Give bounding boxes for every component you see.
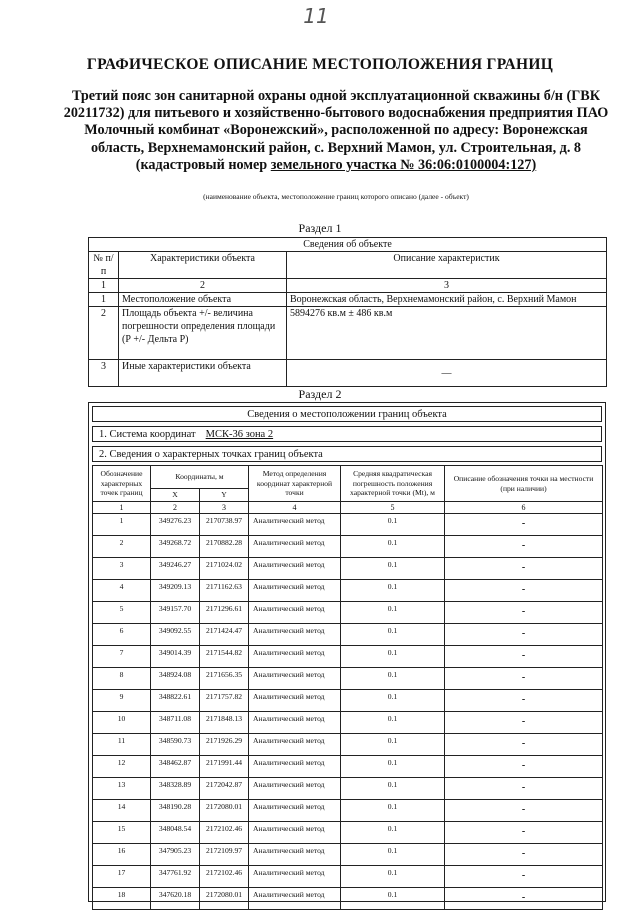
- point-y: 2171757.82: [200, 690, 249, 712]
- col-number: 1: [89, 279, 119, 293]
- point-x: 349014.39: [151, 646, 200, 668]
- point-number: 1: [93, 514, 151, 536]
- point-x: 349276.23: [151, 514, 200, 536]
- point-x: 348190.28: [151, 800, 200, 822]
- point-y: 2172109.97: [200, 844, 249, 866]
- table-row: [93, 514, 603, 536]
- point-description: -: [445, 690, 603, 712]
- row-characteristic: Площадь объекта +/- величина погрешности определения площади (Р +/- Дельта Р): [119, 307, 287, 360]
- point-description: -: [445, 844, 603, 866]
- point-error: 0.1: [341, 668, 445, 690]
- point-x: 348711.08: [151, 712, 200, 734]
- point-method: Аналитический метод: [249, 624, 341, 646]
- point-description: -: [445, 514, 603, 536]
- coord-system-value: МСК-36 зона 2: [205, 429, 274, 440]
- section2-title: Раздел 2: [298, 387, 342, 401]
- object-row-location: [89, 293, 607, 307]
- point-method: Аналитический метод: [249, 580, 341, 602]
- point-number: 2: [93, 536, 151, 558]
- object-row-other: [89, 360, 607, 387]
- point-error: 0.1: [341, 646, 445, 668]
- object-info-table: [88, 237, 607, 387]
- point-method: Аналитический метод: [249, 712, 341, 734]
- col-number: 2: [151, 502, 200, 514]
- col-header-x: X: [151, 489, 200, 502]
- col-header-error: Средняя квадратическая погрешность положения характерной точки (Мt), м: [341, 466, 445, 502]
- point-x: 348590.73: [151, 734, 200, 756]
- point-x: 348048.54: [151, 822, 200, 844]
- point-method: Аналитический метод: [249, 734, 341, 756]
- row-num: 1: [89, 293, 119, 307]
- point-y: 2172102.46: [200, 866, 249, 888]
- point-method: Аналитический метод: [249, 558, 341, 580]
- col-header-method: Метод определения координат характерной точки: [249, 466, 341, 502]
- col-number: 5: [341, 502, 445, 514]
- point-method: Аналитический метод: [249, 602, 341, 624]
- cadastral-number: земельного участка № 36:06:0100004:127): [270, 156, 537, 173]
- point-method: Аналитический метод: [249, 536, 341, 558]
- col-number: 3: [287, 279, 607, 293]
- point-description: -: [445, 734, 603, 756]
- point-y: 2171296.61: [200, 602, 249, 624]
- point-x: 347905.23: [151, 844, 200, 866]
- object-caption: (наименование объекта, местоположение границ которого описано (далее - объект): [203, 192, 469, 201]
- point-x: 349209.13: [151, 580, 200, 602]
- point-error: 0.1: [341, 602, 445, 624]
- col-header-description: Описание характеристик: [287, 252, 607, 279]
- col-number: 4: [249, 502, 341, 514]
- point-number: 10: [93, 712, 151, 734]
- point-method: Аналитический метод: [249, 822, 341, 844]
- point-y: 2170882.28: [200, 536, 249, 558]
- point-description: -: [445, 624, 603, 646]
- table-row: [93, 778, 603, 800]
- points-section-title: 2. Сведения о характерных точках границ объекта: [92, 446, 602, 462]
- table-row: [93, 646, 603, 668]
- table-row: [93, 866, 603, 888]
- point-number: 13: [93, 778, 151, 800]
- point-error: 0.1: [341, 624, 445, 646]
- row-characteristic: Местоположение объекта: [119, 293, 287, 307]
- object-description: [60, 88, 612, 174]
- table-row: [93, 602, 603, 624]
- point-number: 12: [93, 756, 151, 778]
- point-description: -: [445, 778, 603, 800]
- point-error: 0.1: [341, 756, 445, 778]
- point-error: 0.1: [341, 580, 445, 602]
- point-description: -: [445, 888, 603, 910]
- table-row: [93, 580, 603, 602]
- table-row: [93, 624, 603, 646]
- table-row: [93, 558, 603, 580]
- boundary-info-title: Сведения о местоположении границ объекта: [92, 406, 602, 422]
- point-error: 0.1: [341, 558, 445, 580]
- point-method: Аналитический метод: [249, 888, 341, 910]
- point-description: -: [445, 668, 603, 690]
- row-num: 3: [89, 360, 119, 387]
- table-row: [93, 756, 603, 778]
- point-y: 2171926.29: [200, 734, 249, 756]
- point-y: 2171024.02: [200, 558, 249, 580]
- table-row: [93, 822, 603, 844]
- row-description: 5894276 кв.м ± 486 кв.м: [287, 307, 607, 360]
- point-error: 0.1: [341, 690, 445, 712]
- col-header-y: Y: [200, 489, 249, 502]
- point-x: 349092.55: [151, 624, 200, 646]
- point-error: 0.1: [341, 822, 445, 844]
- point-number: 4: [93, 580, 151, 602]
- point-number: 14: [93, 800, 151, 822]
- col-number: 1: [93, 502, 151, 514]
- col-header-coords: Координаты, м: [151, 466, 249, 489]
- col-header-characteristic: Характеристики объекта: [119, 252, 287, 279]
- point-method: Аналитический метод: [249, 646, 341, 668]
- boundary-points-table: [92, 465, 603, 910]
- point-error: 0.1: [341, 866, 445, 888]
- point-method: Аналитический метод: [249, 514, 341, 536]
- point-description: -: [445, 712, 603, 734]
- point-error: 0.1: [341, 800, 445, 822]
- table-row: [93, 800, 603, 822]
- point-number: 3: [93, 558, 151, 580]
- point-error: 0.1: [341, 536, 445, 558]
- document-title: ГРАФИЧЕСКОЕ ОПИСАНИЕ МЕСТОПОЛОЖЕНИЯ ГРАНИЦ: [86, 56, 554, 73]
- point-description: -: [445, 580, 603, 602]
- object-row-area: [89, 307, 607, 360]
- point-error: 0.1: [341, 734, 445, 756]
- point-number: 9: [93, 690, 151, 712]
- coord-system-row: [92, 426, 602, 442]
- col-header-desc: Описание обозначения точки на местности (при наличии): [445, 466, 603, 502]
- col-number: 3: [200, 502, 249, 514]
- point-method: Аналитический метод: [249, 778, 341, 800]
- point-description: -: [445, 800, 603, 822]
- point-y: 2171544.82: [200, 646, 249, 668]
- point-y: 2172080.01: [200, 800, 249, 822]
- point-number: 5: [93, 602, 151, 624]
- table-row: [93, 690, 603, 712]
- point-description: -: [445, 602, 603, 624]
- point-number: 18: [93, 888, 151, 910]
- point-y: 2171656.35: [200, 668, 249, 690]
- point-x: 347620.18: [151, 888, 200, 910]
- page-number: 11: [303, 4, 329, 28]
- point-x: 348328.89: [151, 778, 200, 800]
- point-number: 17: [93, 866, 151, 888]
- table-row: [93, 844, 603, 866]
- point-error: 0.1: [341, 712, 445, 734]
- point-method: Аналитический метод: [249, 866, 341, 888]
- col-number: 2: [119, 279, 287, 293]
- point-y: 2172042.87: [200, 778, 249, 800]
- table-row: [93, 536, 603, 558]
- object-description-text: Третий пояс зон санитарной охраны одной эксплуатационной скважины б/н (ГВК 20211732) для питьевого и хозяйственно-бытового водоснабжения предприятия ПАО Молочный комбинат «Воронежский», расположенной по адресу: Воронежская область, Верхнемамонский район, с. Верхний Мамон, ул. Строительная, д. 8 (кадастровый номер: [63, 88, 609, 173]
- row-description: Воронежская область, Верхнемамонский район, с. Верхний Мамон: [287, 293, 607, 307]
- point-x: 349268.72: [151, 536, 200, 558]
- point-description: -: [445, 822, 603, 844]
- point-description: -: [445, 536, 603, 558]
- col-header-num: № п/п: [89, 252, 119, 279]
- point-y: 2172080.01: [200, 888, 249, 910]
- point-x: 349157.70: [151, 602, 200, 624]
- point-y: 2171991.44: [200, 756, 249, 778]
- row-description: —: [287, 360, 607, 387]
- point-x: 348462.87: [151, 756, 200, 778]
- point-method: Аналитический метод: [249, 844, 341, 866]
- point-description: -: [445, 866, 603, 888]
- point-error: 0.1: [341, 888, 445, 910]
- point-number: 8: [93, 668, 151, 690]
- point-error: 0.1: [341, 844, 445, 866]
- point-method: Аналитический метод: [249, 756, 341, 778]
- point-y: 2170738.97: [200, 514, 249, 536]
- point-number: 15: [93, 822, 151, 844]
- col-header-point: Обозначение характерных точек границ: [93, 466, 151, 502]
- point-y: 2171162.63: [200, 580, 249, 602]
- point-method: Аналитический метод: [249, 800, 341, 822]
- point-number: 6: [93, 624, 151, 646]
- point-x: 347761.92: [151, 866, 200, 888]
- point-y: 2172102.46: [200, 822, 249, 844]
- row-num: 2: [89, 307, 119, 360]
- point-x: 348822.61: [151, 690, 200, 712]
- point-error: 0.1: [341, 514, 445, 536]
- boundary-points-body: [93, 514, 603, 910]
- table-row: [93, 712, 603, 734]
- object-info-table-title: Сведения об объекте: [89, 238, 607, 252]
- point-error: 0.1: [341, 778, 445, 800]
- point-x: 349246.27: [151, 558, 200, 580]
- point-y: 2171424.47: [200, 624, 249, 646]
- row-characteristic: Иные характеристики объекта: [119, 360, 287, 387]
- point-description: -: [445, 756, 603, 778]
- coord-system-label: 1. Система координат: [99, 429, 196, 440]
- point-x: 348924.08: [151, 668, 200, 690]
- section1-title: Раздел 1: [298, 221, 342, 235]
- table-row: [93, 668, 603, 690]
- point-description: -: [445, 646, 603, 668]
- table-row: [93, 734, 603, 756]
- col-number: 6: [445, 502, 603, 514]
- point-y: 2171848.13: [200, 712, 249, 734]
- point-number: 11: [93, 734, 151, 756]
- point-method: Аналитический метод: [249, 668, 341, 690]
- point-number: 16: [93, 844, 151, 866]
- table-row: [93, 888, 603, 910]
- point-method: Аналитический метод: [249, 690, 341, 712]
- point-description: -: [445, 558, 603, 580]
- point-number: 7: [93, 646, 151, 668]
